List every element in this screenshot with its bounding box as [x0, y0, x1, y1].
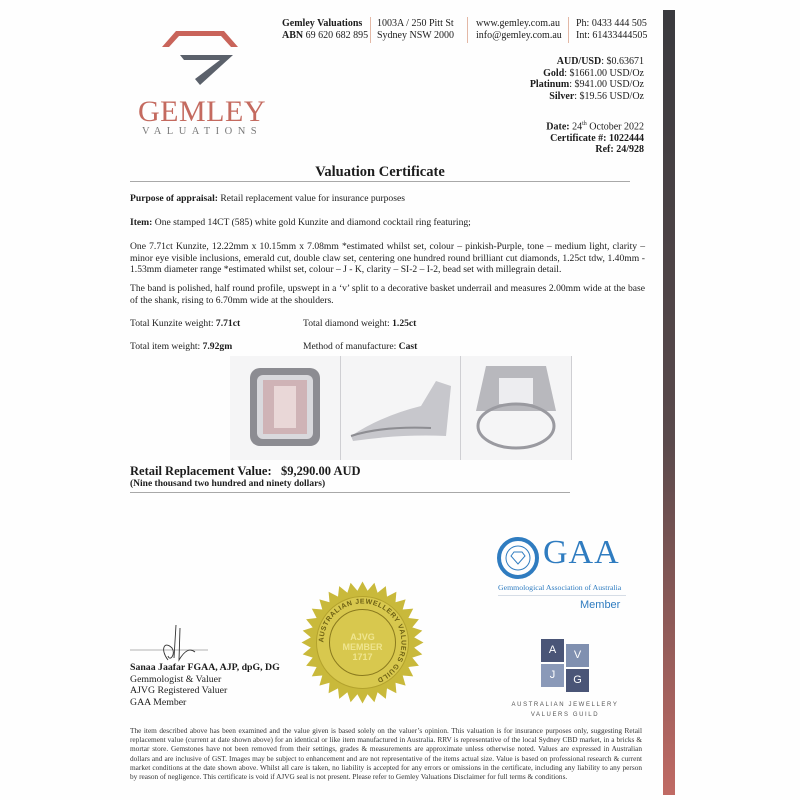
ajvg-line1: AUSTRALIAN JEWELLERY [511, 702, 619, 708]
diamond-weight [303, 318, 416, 330]
rate-label: AUD/USD [556, 56, 602, 67]
seal-ring-text-path: AUSTRALIAN JEWELLERY VALUERS GUILD [318, 598, 407, 684]
date-rest: October 2022 [589, 121, 644, 133]
gaa-member: Member [580, 599, 621, 611]
rates-block [530, 56, 644, 102]
signatory-role: Gemmologist & Valuer [130, 673, 222, 685]
signatory-role: AJVG Registered Valuer [130, 685, 228, 696]
email-link[interactable]: info@gemley.com.au [476, 30, 562, 41]
divider [130, 181, 630, 182]
ajvg-letter: V [566, 644, 589, 667]
ref-number: 24/928 [616, 144, 644, 156]
purpose-text: Retail replacement value for insurance purposes [217, 193, 405, 204]
ring-photo-front [230, 356, 341, 460]
ajvg-line2: VALUERS GUILD [530, 712, 600, 718]
divider [467, 17, 468, 43]
rate-value: : $19.56 USD/Oz [574, 90, 644, 102]
item [130, 217, 645, 229]
meta-block [546, 119, 644, 156]
cert-label: Certificate #: [550, 132, 607, 144]
phone: Ph: 0433 444 505 [576, 18, 647, 29]
label: Method of manufacture: [303, 341, 399, 352]
label: Total item weight: [130, 341, 203, 352]
item-label: Item: [130, 217, 153, 228]
seal-line3: 1717 [352, 652, 373, 662]
ref-label: Ref: [595, 144, 614, 156]
address-block [377, 18, 454, 42]
manufacture-method [303, 341, 417, 353]
rate-value: : $941.00 USD/Oz [569, 79, 644, 90]
ring-back-image [461, 356, 571, 460]
value: 7.71ct [215, 318, 241, 329]
gaa-name: Gemmological Association of Australia [498, 583, 622, 592]
decorative-side-bar [663, 10, 675, 795]
ajvg-letter: G [566, 669, 589, 692]
purpose-label: Purpose of appraisal: [130, 193, 218, 204]
gaa-emblem-icon [497, 537, 539, 579]
ajvg-name [495, 700, 635, 720]
divider [130, 492, 570, 493]
company-name: Gemley Valuations [282, 18, 363, 29]
signatory-name: Sanaa Jaafar FGAA, AJP, dpG, DG [130, 662, 280, 673]
brand-name: GEMLEY [138, 95, 266, 128]
retail-value-label: Retail Replacement Value: [130, 464, 272, 478]
rate-label: Platinum [529, 79, 570, 90]
retail-value-amount: $9,290.00 AUD [281, 464, 361, 478]
date-label: Date: [546, 121, 570, 133]
purpose [130, 193, 645, 205]
ring-photo-side [341, 356, 461, 460]
divider [568, 17, 569, 43]
rate-label: Silver [549, 90, 575, 102]
item-text: One stamped 14CT (585) white gold Kunzite and diamond cocktail ring featuring; [152, 217, 471, 228]
retail-value [130, 464, 361, 479]
seal-line1: AJVG [350, 632, 375, 642]
retail-value-words: (Nine thousand two hundred and ninety dollars) [130, 479, 326, 489]
page-title: Valuation Certificate [315, 164, 445, 180]
website-link[interactable]: www.gemley.com.au [476, 18, 560, 29]
ajvg-letter: A [541, 639, 564, 662]
divider [370, 17, 371, 43]
ring-front-image [230, 356, 340, 460]
rate-label: Gold [543, 67, 565, 79]
abn: 69 620 682 895 [305, 30, 369, 41]
address-line1: 1003A / 250 Pitt St [377, 18, 454, 29]
intl-phone: Int: 61433444505 [576, 30, 648, 41]
signatory-block [130, 662, 280, 708]
label: Total Kunzite weight: [130, 318, 216, 329]
gemley-diamond-logo-icon [160, 25, 240, 90]
rate-value: : $1661.00 USD/Oz [564, 67, 644, 79]
ring-photo-back [461, 356, 572, 460]
item-weight [130, 341, 232, 353]
date-day: 24 [572, 121, 583, 133]
kunzite-weight [130, 318, 240, 330]
band-description: The band is polished, half round profile, upswept in a ‘v’ split to a decorative basket underrail and measures 2.00mm wide at the base of the shank, rising to 6.70mm wide at the shoulders. [130, 283, 645, 306]
gaa-abbr: GAA [543, 534, 620, 571]
signature-icon [130, 620, 210, 665]
seal-text [300, 632, 425, 662]
divider [498, 595, 626, 596]
brand-sub: VALUATIONS [142, 126, 263, 137]
abn-label: ABN [282, 30, 304, 41]
value: Cast [398, 341, 418, 352]
cert-number: 1022444 [609, 132, 644, 144]
company-block [282, 18, 368, 42]
disclaimer: The item described above has been examined and the value given is based solely on the valuer’s opinion. This valuation is for insurance purposes only, suggesting Retail replacement value (current at date shown above) for an identical or like item manufactured in Australia. RRV is representative of the local Sydney CBD market, in a bricks & mortar store. Gemstones have not been removed from their settings, grades & measurements are approximate unless otherwise noted. Values are expressed in Australian dollars and are inclusive of GST. Images may be subject to enhancement and are not representative of the items actual size. Value is based on professional research & current market conditions at the date shown above. Whilst all care is taken, no liability is accepted for any errors or omissions in the certificate, including any liability to any person by reason of negligence. This certificate is void if AJVG seal is not present. Please refer to Gemley Valuations Disclaimer for full terms & conditions. [130, 726, 642, 782]
value: 7.92gm [202, 341, 233, 352]
phone-block [576, 18, 647, 42]
seal-line2: MEMBER [342, 642, 383, 652]
ajvg-logo [541, 639, 589, 687]
rate-value: : $0.63671 [601, 56, 644, 67]
date-sup: th [582, 121, 587, 127]
ring-side-image [341, 356, 460, 460]
signatory-role: GAA Member [130, 696, 187, 708]
description: One 7.71ct Kunzite, 12.22mm x 10.15mm x 7.08mm *estimated whilst set, colour – pinkish-Purple, tone – medium light, clarity – minor eye visible inclusions, emerald cut, double claw set, centering one hundred round brilliant cut diamonds, 1.25ct tdw, 1.40mm - 1.53mm diameter range *estimated whilst set, colour – J - K, clarity – SI-2 – I-2, bead set with millegrain detail. [130, 241, 645, 275]
ajvg-letter: J [541, 664, 564, 687]
label: Total diamond weight: [303, 318, 393, 329]
address-line2: Sydney NSW 2000 [377, 30, 455, 41]
web-block [476, 18, 562, 42]
value: 1.25ct [392, 318, 417, 329]
